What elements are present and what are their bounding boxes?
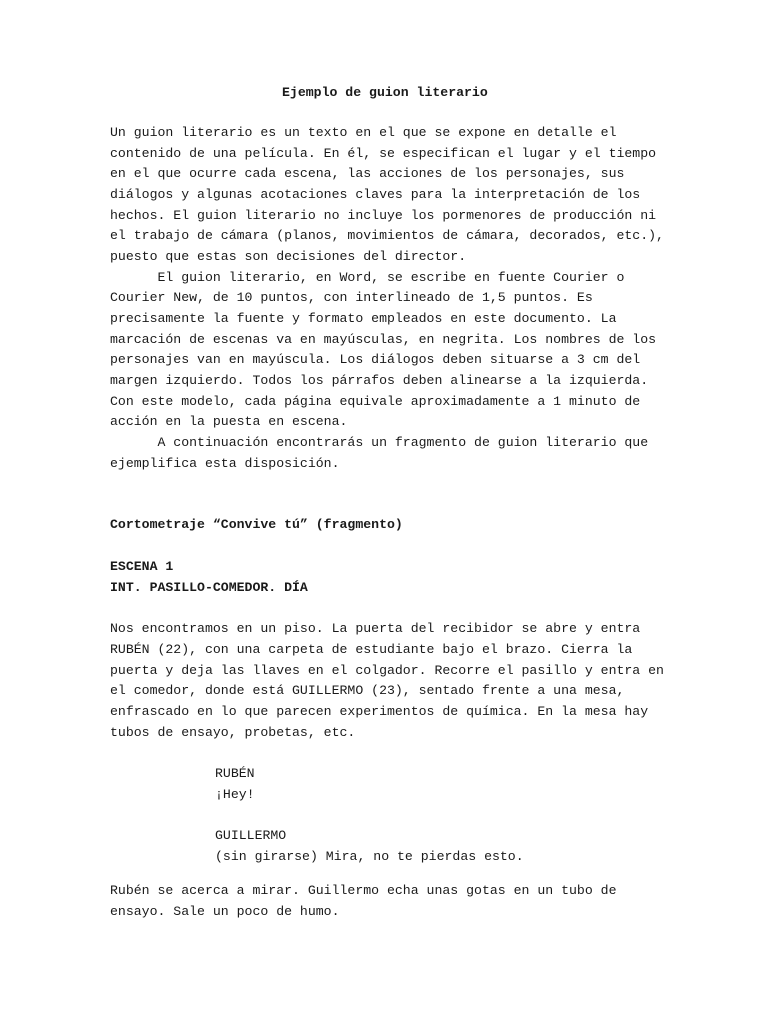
- intro-line: margen izquierdo. Todos los párrafos deben alinearse a la izquierda.: [110, 373, 649, 388]
- intro-line: hechos. El guion literario no incluye los pormenores de producción ni: [110, 208, 657, 223]
- intro-line: contenido de una película. En él, se especifican el lugar y el tiempo: [110, 146, 657, 161]
- intro-line: puesto que estas son decisiones del director.: [110, 249, 467, 264]
- scene-heading: INT. PASILLO-COMEDOR. DÍA: [110, 580, 308, 595]
- intro-line: A continuación encontrarás un fragmento de guion literario que: [110, 435, 649, 450]
- action-line: puerta y deja las llaves en el colgador. Recorre el pasillo y entra en: [110, 663, 664, 678]
- intro-line: en el que ocurre cada escena, las acciones de los personajes, sus: [110, 166, 625, 181]
- action-line: tubos de ensayo, probetas, etc.: [110, 725, 356, 740]
- action-line: enfrascado en lo que parecen experimentos de química. En la mesa hay: [110, 704, 649, 719]
- intro-line: Un guion literario es un texto en el que se expone en detalle el: [110, 125, 617, 140]
- character-name: GUILLERMO: [215, 828, 287, 843]
- intro-line: marcación de escenas va en mayúsculas, en negrita. Los nombres de los: [110, 332, 657, 347]
- action-line: Rubén se acerca a mirar. Guillermo echa unas gotas en un tubo de: [110, 883, 617, 898]
- character-name: RUBÉN: [215, 766, 255, 781]
- dialogue-line: ¡Hey!: [215, 787, 255, 802]
- fragment-title: Cortometraje “Convive tú” (fragmento): [110, 517, 403, 532]
- action-line: Nos encontramos en un piso. La puerta del recibidor se abre y entra: [110, 621, 641, 636]
- intro-line: Courier New, de 10 puntos, con interlineado de 1,5 puntos. Es: [110, 290, 593, 305]
- dialogue-line: (sin girarse) Mira, no te pierdas esto.: [215, 849, 524, 864]
- intro-line: precisamente la fuente y formato empleados en este documento. La: [110, 311, 617, 326]
- intro-line: Con este modelo, cada página equivale aproximadamente a 1 minuto de: [110, 394, 641, 409]
- document-title: Ejemplo de guion literario: [282, 85, 488, 100]
- intro-line: el trabajo de cámara (planos, movimientos de cámara, decorados, etc.),: [110, 228, 664, 243]
- action-line: ensayo. Sale un poco de humo.: [110, 904, 340, 919]
- intro-line: El guion literario, en Word, se escribe en fuente Courier o: [110, 270, 625, 285]
- intro-line: acción en la puesta en escena.: [110, 414, 348, 429]
- scene-number: ESCENA 1: [110, 559, 174, 574]
- action-line: RUBÉN (22), con una carpeta de estudiante bajo el brazo. Cierra la: [110, 642, 633, 657]
- intro-line: personajes van en mayúscula. Los diálogos deben situarse a 3 cm del: [110, 352, 641, 367]
- intro-line: diálogos y algunas acotaciones claves para la interpretación de los: [110, 187, 641, 202]
- action-line: el comedor, donde está GUILLERMO (23), sentado frente a una mesa,: [110, 683, 625, 698]
- intro-line: ejemplifica esta disposición.: [110, 456, 340, 471]
